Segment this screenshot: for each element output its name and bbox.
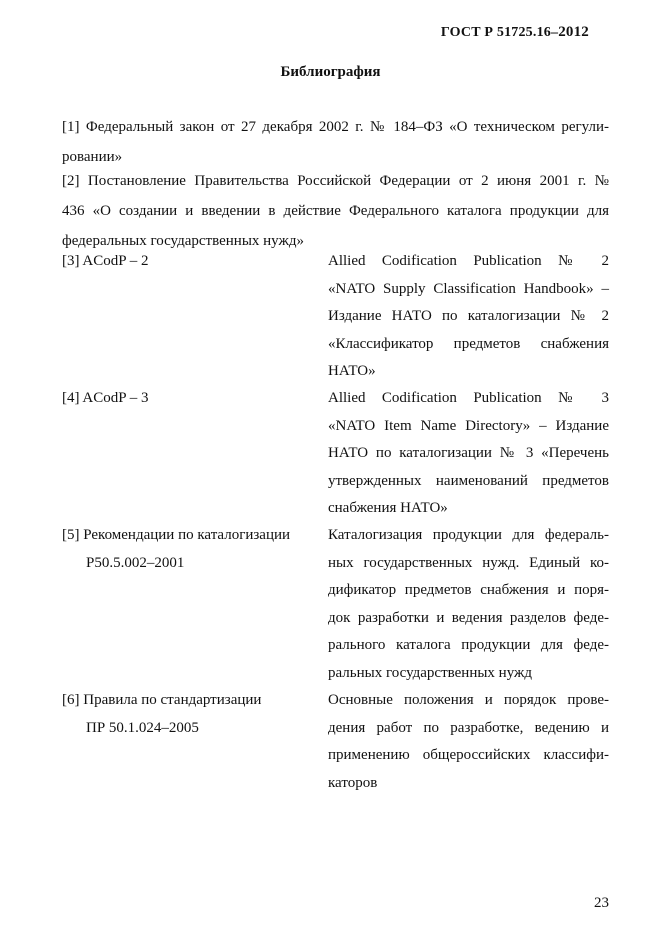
entry-3-desc-line-2: «NATO Supply Classification Handbook» –: [328, 280, 609, 297]
entry-4-desc-line-4: утвержденных наименований предметов: [328, 472, 609, 489]
standard-year: 2012: [558, 24, 589, 40]
entry-6-title: [6] Правила по стандартизации: [62, 692, 262, 708]
entry-5-code: Р50.5.002–2001: [86, 554, 185, 571]
entry-1-line-2: ровании»: [62, 149, 123, 165]
entry-5-desc-line-3: дификатор предметов снабжения и поря-: [328, 582, 609, 598]
entry-3-desc-line-1: Allied Codification Publication № 2: [328, 253, 609, 269]
entry-2-line-2: 436 «О создании и введении в действие Федерального каталога продукции для: [62, 203, 609, 219]
document-header: [441, 24, 589, 41]
entry-4-description: [328, 385, 609, 523]
entry-5-designation: [62, 522, 312, 577]
entry-6-desc-line-3: применению общероссийских классифи-: [328, 747, 609, 763]
entry-6-desc-line-2: дения работ по разработке, ведению и: [328, 719, 609, 736]
entry-3-desc-line-5: НАТО»: [328, 363, 376, 379]
entry-6-code: ПР 50.1.024–2005: [86, 719, 199, 736]
bibliography-entry-1: [62, 112, 609, 172]
entry-5-desc-line-5: рального каталога продукции для феде-: [328, 637, 609, 653]
entry-5-title: [5] Рекомендации по каталогизации: [62, 527, 291, 543]
entry-3-desc-line-4: «Классификатор предметов снабжения: [328, 335, 609, 352]
entry-6-desc-line-1: Основные положения и порядок прове-: [328, 692, 609, 708]
entry-6-description: [328, 687, 609, 797]
standard-code: ГОСТ Р 51725.16–: [440, 25, 559, 40]
bibliography-entry-2: [62, 166, 609, 256]
entry-3-desc-line-3: Издание НАТО по каталогизации № 2: [328, 308, 609, 324]
entry-4-code: [4] ACodP – 3: [62, 390, 149, 406]
page-title: Библиография: [280, 64, 381, 80]
entry-5-description: [328, 522, 609, 687]
entry-2-line-3: федеральных государственных нужд»: [62, 233, 304, 249]
entry-5-desc-line-2: ных государственных нужд. Единый ко-: [328, 554, 609, 571]
entry-5-desc-line-4: док разработки и ведения разделов феде-: [328, 609, 609, 626]
entry-3-designation: [62, 248, 312, 276]
entry-4-designation: [62, 385, 312, 413]
entry-6-designation: [62, 687, 312, 742]
page-number: 23: [594, 895, 609, 911]
entry-4-desc-line-1: Allied Codification Publication № 3: [328, 390, 609, 406]
entry-3-code: [3] ACodP – 2: [62, 253, 149, 269]
entry-1-line-1: [1] Федеральный закон от 27 декабря 2002 г. № 184–ФЗ «О техническом регули-: [62, 119, 609, 135]
entry-6-desc-line-4: каторов: [328, 774, 378, 791]
entry-5-desc-line-6: ральных государственных нужд: [328, 664, 533, 681]
entry-4-desc-line-2: «NATO Item Name Directory» – Издание: [328, 417, 609, 434]
entry-2-line-1: [2] Постановление Правительства Российской Федерации от 2 июня 2001 г. №: [62, 173, 609, 189]
entry-3-description: [328, 248, 609, 386]
entry-4-desc-line-5: снабжения НАТО»: [328, 500, 448, 516]
entry-4-desc-line-3: НАТО по каталогизации № 3 «Перечень: [328, 445, 609, 461]
entry-5-desc-line-1: Каталогизация продукции для федераль-: [328, 527, 609, 543]
